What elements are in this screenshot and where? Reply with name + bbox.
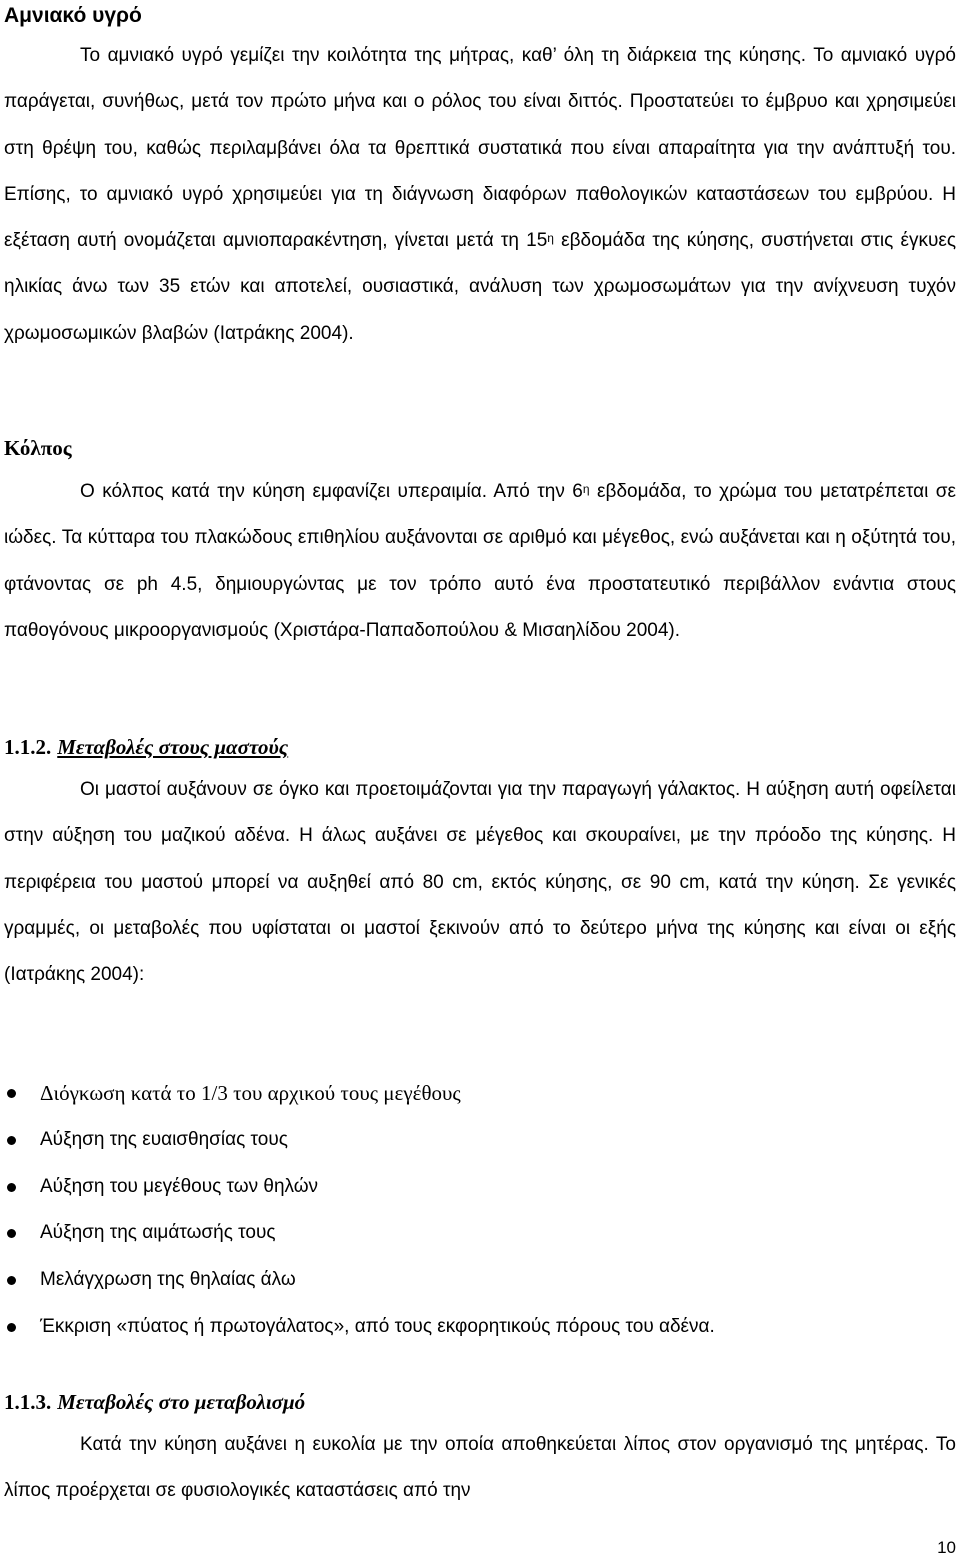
- paragraph-text-rest: εβδομάδα, το χρώμα του μετατρέπεται σε ιώδες. Τα κύτταρα του πλακώδους επιθηλίου αυξάνονται σε αριθμό και μέγεθος, ενώ αυξάνεται και η οξύτητά του, φτάνοντας σε ph 4.5, δημιουργώντας με τον τρόπο αυτό ένα προστατευτικό περιβάλλον ενάντια στους παθογόνους μικροοργανισμούς (Χριστάρα-Παπαδοπούλου & Μισαηλίδου 2004).: [4, 481, 956, 641]
- bullet-icon: [7, 1136, 16, 1145]
- bullet-icon: [7, 1089, 16, 1098]
- paragraph-text: Το αμνιακό υγρό γεμίζει την κοιλότητα της μήτρας, καθ’ όλη τη διάρκεια της κύησης. Το αμνιακό υγρό παράγεται, συνήθως, μετά τον πρώτο μήνα και ο ρόλος του είναι διττός. Προστατεύει το έμβρυο και χρησιμεύει στη θρέψη του, καθώς περιλαμβάνει όλα τα θρεπτικά συστατικά που είναι απαραίτητα για την ανάπτυξή του. Επίσης, το αμνιακό υγρό χρησιμεύει για τη διάγνωση διαφόρων παθολογικών καταστάσεων του εμβρύου. Η εξέταση αυτή ονομάζεται αμνιοπαρακέντηση, γίνεται μετά τη 15: [4, 45, 956, 252]
- section-heading-amniotic: Αμνιακό υγρό: [4, 4, 142, 27]
- paragraph-breasts: Οι μαστοί αυξάνουν σε όγκο και προετοιμάζονται για την παραγωγή γάλακτος. Η αύξηση αυτή οφείλεται στην αύξηση του μαζικού αδένα. Η άλως αυξάνει σε μέγεθος και σκουραίνει, με την πρόοδο της κύησης. Η περιφέρεια του μαστού μπορεί να αυξηθεί από 80 cm, εκτός κύησης, σε 90 cm, κατά την κύηση. Σε γενικές γραμμές, οι μεταβολές που υφίσταται οι μαστοί ξεκινούν από το δεύτερο μήνα της κύησης και είναι οι εξής (Ιατράκης 2004):: [4, 779, 956, 986]
- bullet-list: [0, 1070, 960, 1351]
- superscript: η: [547, 231, 554, 246]
- section-title: Μεταβολές στο μεταβολισμό: [57, 1390, 306, 1414]
- superscript: η: [582, 482, 590, 496]
- paragraph-text: Ο κόλπος κατά την κύηση εμφανίζει υπεραιμία. Από την 6: [80, 481, 583, 502]
- bullet-icon: [7, 1323, 16, 1332]
- paragraph-text-rest: εβδομάδα της κύησης, συστήνεται στις έγκυες ηλικίας άνω των 35 ετών και αποτελεί, ουσιαστικά, ανάλυση των χρωμοσωμάτων για την ανίχνευση τυχόν χρωμοσωμικών βλαβών (Ιατράκης 2004).: [4, 230, 956, 344]
- section-title: Μεταβολές στους μαστούς: [57, 735, 289, 759]
- list-item-text: Αύξηση της ευαισθησίας τους: [40, 1128, 288, 1150]
- list-item: [0, 1070, 960, 1117]
- list-item-text: Μελάγχρωση της θηλαίας άλω: [40, 1269, 296, 1291]
- list-item: [0, 1117, 960, 1164]
- bullet-icon: [7, 1229, 16, 1238]
- bullet-icon: [7, 1183, 16, 1192]
- page-number: 10: [937, 1538, 956, 1557]
- list-item-text: Έκκριση «πύατος ή πρωτογάλατος», από τους εκφορητικούς πόρους του αδένα.: [40, 1315, 715, 1337]
- list-item: [0, 1164, 960, 1211]
- subsection-heading-breasts: [4, 735, 956, 760]
- heading-text: Κόλπος: [4, 436, 72, 460]
- list-item-text: Διόγκωση κατά το 1/3 του αρχικού τους μεγέθους: [40, 1081, 461, 1105]
- section-heading-vagina: [4, 436, 956, 461]
- subsection-heading-metabolism: [4, 1390, 956, 1415]
- bullet-icon: [7, 1276, 16, 1285]
- section-number: 1.1.3.: [4, 1390, 52, 1414]
- list-item-text: Αύξηση της αιμάτωσής τους: [40, 1222, 276, 1244]
- list-item-text: Αύξηση του μεγέθους των θηλών: [40, 1175, 319, 1197]
- paragraph-metabolism: Κατά την κύηση αυξάνει η ευκολία με την οποία αποθηκεύεται λίπος στον οργανισμό της μητέρας. Το λίπος προέρχεται σε φυσιολογικές καταστάσεις από την: [4, 1434, 956, 1502]
- list-item: [0, 1210, 960, 1257]
- paragraph-vagina: [4, 469, 956, 654]
- paragraph-amniotic: [4, 33, 956, 357]
- section-number: 1.1.2.: [4, 735, 52, 759]
- list-item: [0, 1304, 960, 1351]
- list-item: [0, 1257, 960, 1304]
